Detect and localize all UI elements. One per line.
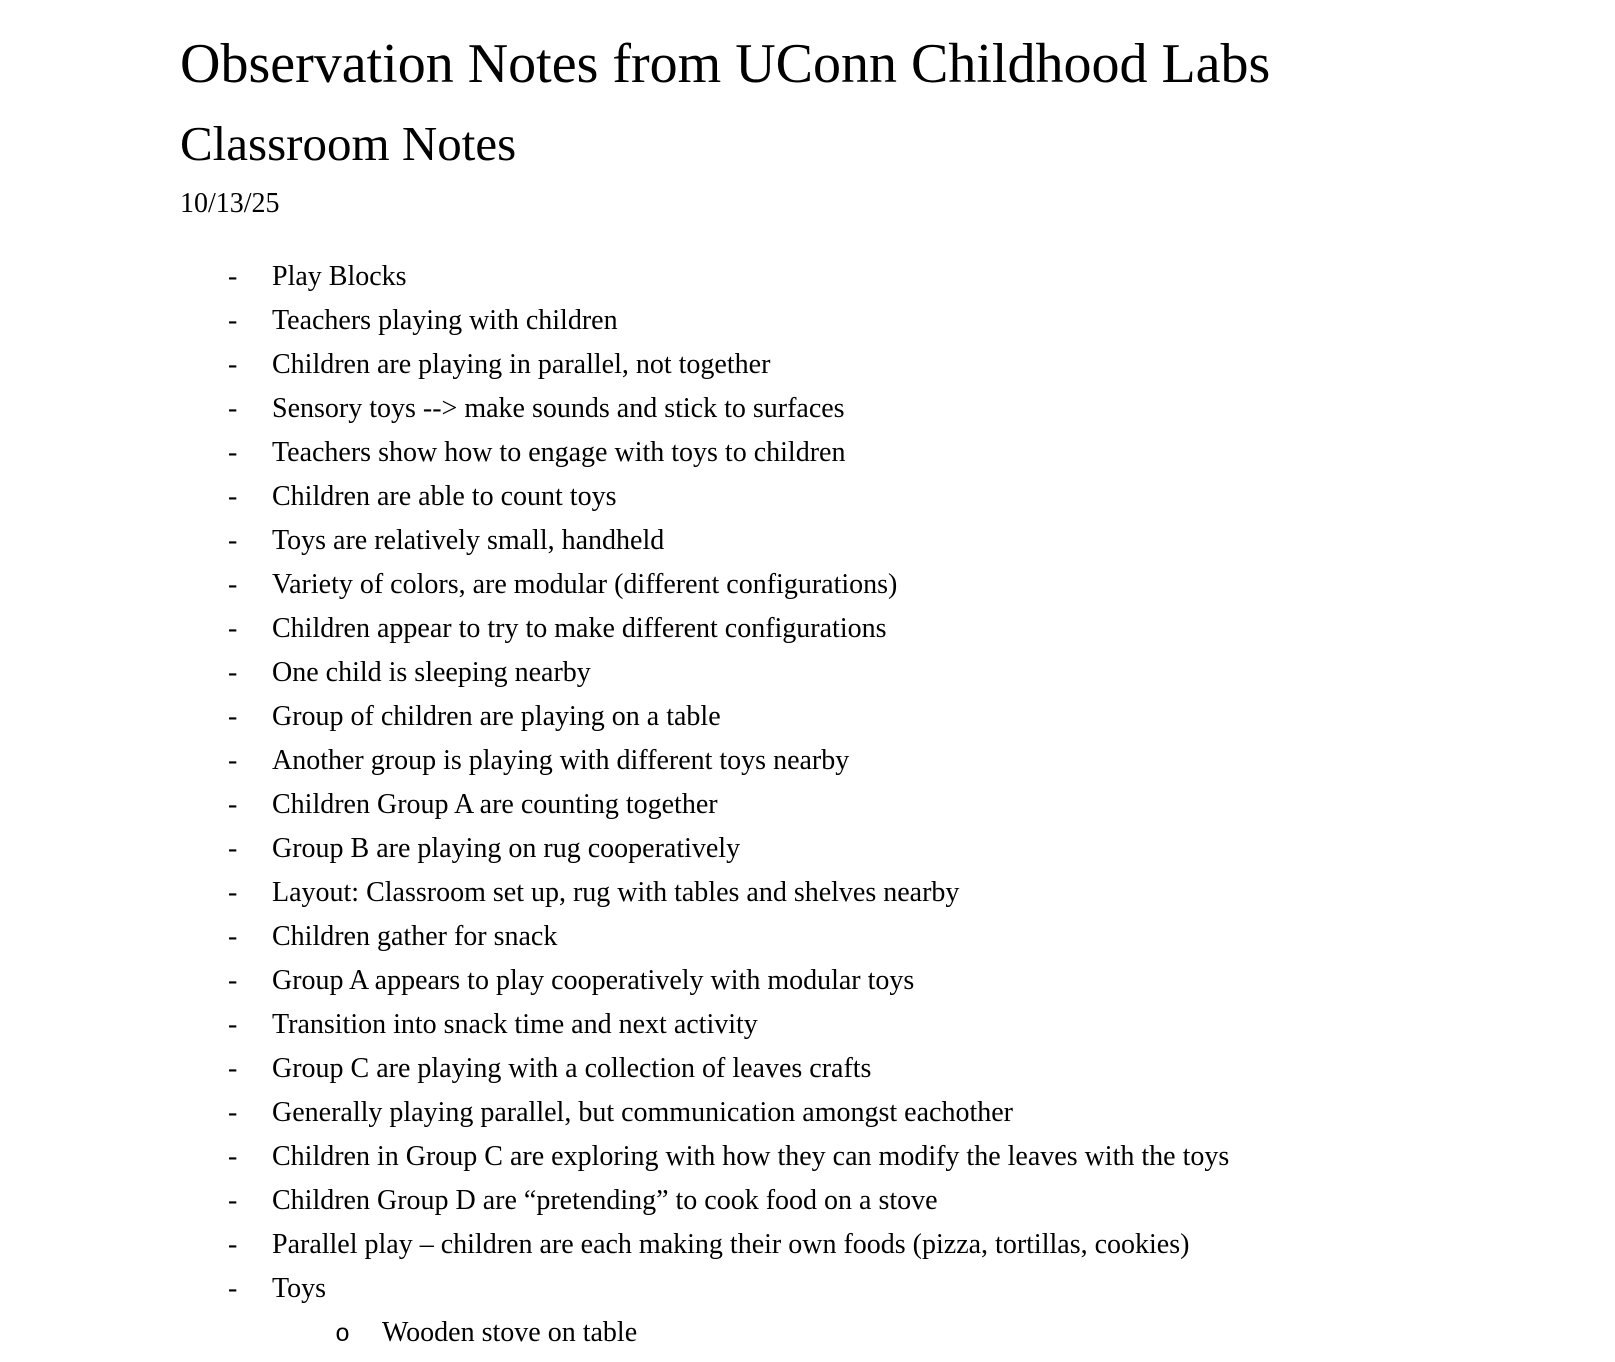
bullet-marker: - bbox=[228, 1229, 238, 1260]
note-text: Toys bbox=[272, 1273, 327, 1304]
note-text: Wooden stove on table bbox=[382, 1317, 638, 1348]
bullet-marker: - bbox=[228, 261, 238, 292]
note-text: Parallel play – children are each making their own foods (pizza, tortillas, cookies) bbox=[272, 1229, 1190, 1260]
bullet-marker: o bbox=[335, 1320, 351, 1349]
bullet-marker: - bbox=[228, 965, 238, 996]
note-text: Group of children are playing on a table bbox=[272, 701, 721, 732]
note-text: Teachers playing with children bbox=[272, 305, 618, 336]
document-title: Observation Notes from UConn Childhood Labs bbox=[180, 33, 1271, 95]
note-text: Variety of colors, are modular (different configurations) bbox=[272, 569, 898, 600]
bullet-marker: - bbox=[228, 1273, 238, 1304]
note-text: Transition into snack time and next activity bbox=[272, 1009, 758, 1040]
note-text: Sensory toys --> make sounds and stick to surfaces bbox=[272, 393, 845, 424]
bullet-marker: - bbox=[228, 701, 238, 732]
bullet-marker: - bbox=[228, 305, 238, 336]
note-text: Children gather for snack bbox=[272, 921, 558, 952]
section-heading: Classroom Notes bbox=[180, 116, 517, 171]
note-text: Children are able to count toys bbox=[272, 481, 617, 512]
note-text: Children appear to try to make different configurations bbox=[272, 613, 887, 644]
list-item bbox=[180, 1311, 1575, 1357]
bullet-marker: - bbox=[228, 1097, 238, 1128]
list-item bbox=[180, 255, 1575, 299]
list-item bbox=[180, 607, 1575, 651]
list-item bbox=[180, 475, 1575, 519]
note-text: Children Group A are counting together bbox=[272, 789, 718, 820]
bullet-marker: - bbox=[228, 877, 238, 908]
list-item bbox=[180, 387, 1575, 431]
note-text: One child is sleeping nearby bbox=[272, 657, 591, 688]
bullet-marker: - bbox=[228, 437, 238, 468]
list-item bbox=[180, 959, 1575, 1003]
note-text: Group A appears to play cooperatively with modular toys bbox=[272, 965, 915, 996]
list-item bbox=[180, 1047, 1575, 1091]
note-text: Play Blocks bbox=[272, 261, 407, 292]
list-item bbox=[180, 695, 1575, 739]
note-text: Children are playing in parallel, not together bbox=[272, 349, 771, 380]
note-text: Group C are playing with a collection of leaves crafts bbox=[272, 1053, 872, 1084]
list-item bbox=[180, 1223, 1575, 1267]
bullet-marker: - bbox=[228, 1009, 238, 1040]
list-item bbox=[180, 1135, 1575, 1179]
bullet-marker: - bbox=[228, 1053, 238, 1084]
list-item bbox=[180, 519, 1575, 563]
note-text: Generally playing parallel, but communication amongst eachother bbox=[272, 1097, 1013, 1128]
bullet-marker: - bbox=[228, 657, 238, 688]
note-text: Another group is playing with different toys nearby bbox=[272, 745, 850, 776]
note-text: Group B are playing on rug cooperatively bbox=[272, 833, 741, 864]
note-text: Teachers show how to engage with toys to children bbox=[272, 437, 846, 468]
document-date: 10/13/25 bbox=[180, 188, 280, 219]
list-item bbox=[180, 563, 1575, 607]
list-item bbox=[180, 431, 1575, 475]
bullet-marker: - bbox=[228, 481, 238, 512]
list-item bbox=[180, 651, 1575, 695]
bullet-marker: - bbox=[228, 789, 238, 820]
note-text: Children in Group C are exploring with how they can modify the leaves with the toys bbox=[272, 1141, 1230, 1172]
notes-list bbox=[180, 255, 1575, 1357]
bullet-marker: - bbox=[228, 1141, 238, 1172]
list-item bbox=[180, 1091, 1575, 1135]
bullet-marker: - bbox=[228, 745, 238, 776]
bullet-marker: - bbox=[228, 1185, 238, 1216]
bullet-marker: - bbox=[228, 349, 238, 380]
list-item bbox=[180, 343, 1575, 387]
list-item bbox=[180, 1179, 1575, 1223]
note-text: Toys are relatively small, handheld bbox=[272, 525, 665, 556]
bullet-marker: - bbox=[228, 569, 238, 600]
list-item bbox=[180, 915, 1575, 959]
bullet-marker: - bbox=[228, 921, 238, 952]
bullet-marker: - bbox=[228, 833, 238, 864]
bullet-marker: - bbox=[228, 525, 238, 556]
bullet-marker: - bbox=[228, 613, 238, 644]
list-item bbox=[180, 1003, 1575, 1047]
bullet-marker: - bbox=[228, 393, 238, 424]
list-item bbox=[180, 871, 1575, 915]
note-text: Layout: Classroom set up, rug with tables and shelves nearby bbox=[272, 877, 960, 908]
list-item bbox=[180, 827, 1575, 871]
list-item bbox=[180, 1267, 1575, 1311]
list-item bbox=[180, 783, 1575, 827]
list-item bbox=[180, 299, 1575, 343]
list-item bbox=[180, 739, 1575, 783]
note-text: Children Group D are “pretending” to cook food on a stove bbox=[272, 1185, 938, 1216]
